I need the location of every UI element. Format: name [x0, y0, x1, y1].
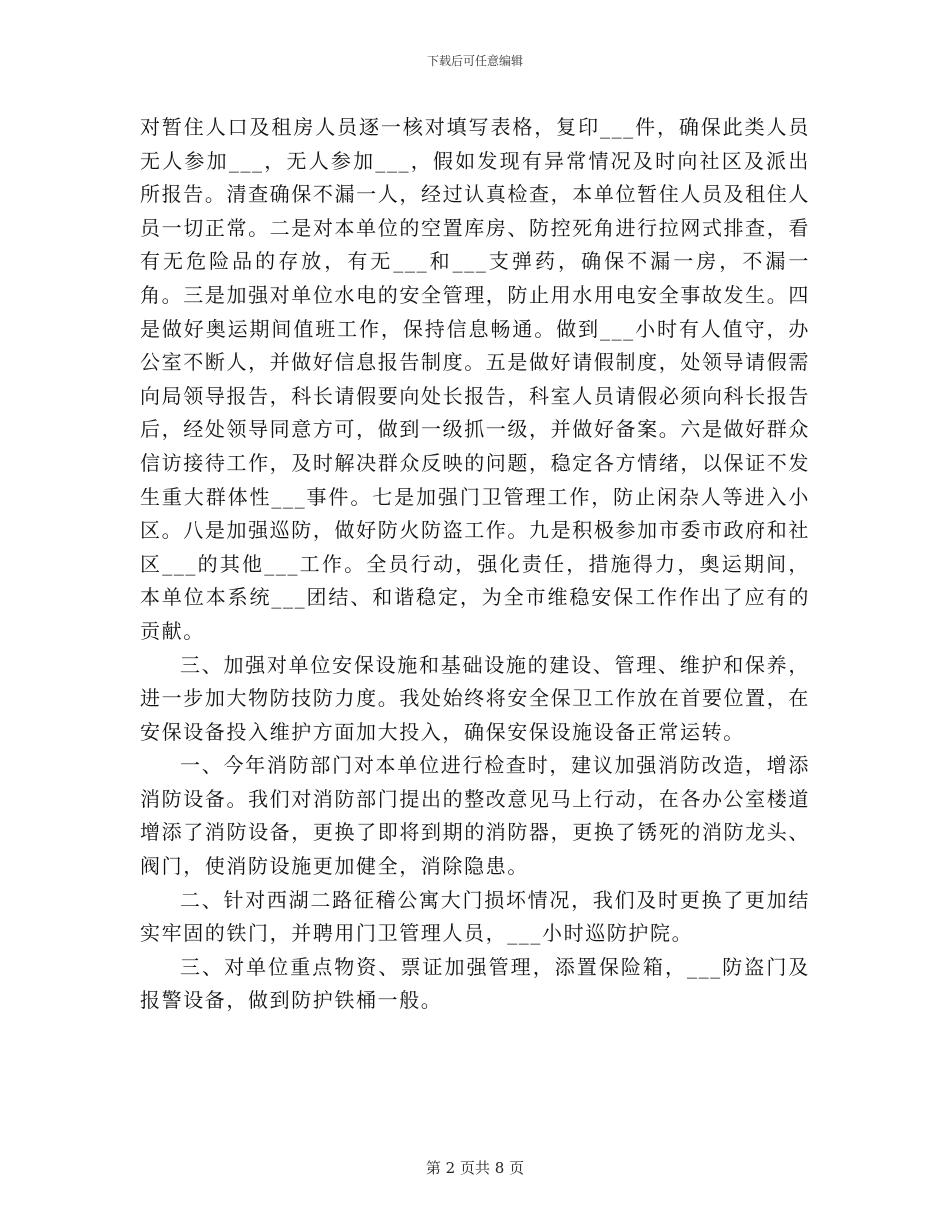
page-number-footer: 第 2 页共 8 页 — [425, 1159, 525, 1177]
paragraph-security-measures: 对暂住人口及租房人员逐一核对填写表格，复印___件，确保此类人员无人参加___，无人参加___，假如发现有异常情况及时向社区及派出所报告。清查确保不漏一人，经过认真检查，本单位暂住人员及租住人员一切正常。二是对本单位的空置库房、防控死角进行拉网式排查，看有无危险品的存放，有无___和___支弹药，确保不漏一房，不漏一角。三是加强对单位水电的安全管理，防止用水用电安全事故发生。四是做好奥运期间值班工作，保持信息畅通。做到___小时有人值守，办公室不断人，并做好信息报告制度。五是做好请假制度，处领导请假需向局领导报告，科长请假要向处长报告，科室人员请假必须向科长报告后，经处领导同意方可，做到一级抓一级，并做好备案。六是做好群众信访接待工作，及时解决群众反映的问题，稳定各方情绪，以保证不发生重大群体性___事件。七是加强门卫管理工作，防止闲杂人等进入小区。八是加强巡防，做好防火防盗工作。九是积极参加市委市政府和社区___的其他___工作。全员行动，强化责任，措施得力，奥运期间，本单位本系统___团结、和谐稳定，为全市维稳安保工作作出了应有的贡献。 — [140, 115, 810, 643]
paragraph-item-one-fire-safety: 一、今年消防部门对本单位进行检查时，建议加强消防改造，增添消防设备。我们对消防部门提出的整改意见马上行动，在各办公室楼道增添了消防设备，更换了即将到期的消防器，更换了锈死的消防龙头、阀门，使消防设施更加健全，消除隐患。 — [140, 753, 810, 879]
paragraph-section-three: 三、加强对单位安保设施和基础设施的建设、管理、维护和保养，进一步加大物防技防力度。我处始终将安全保卫工作放在首要位置，在安保设备投入维护方面加大投入，确保安保设施设备正常运转。 — [140, 652, 810, 744]
page-header: 下载后可任意编辑 — [426, 54, 523, 68]
paragraph-item-three-safes: 三、对单位重点物资、票证加强管理，添置保险箱，___防盗门及报警设备，做到防护铁桶一般。 — [140, 954, 810, 1013]
document-body — [140, 111, 810, 1018]
paragraph-item-two-gate: 二、针对西湖二路征稽公寓大门损坏情况，我们及时更换了更加结实牢固的铁门，并聘用门卫管理人员，___小时巡防护院。 — [140, 887, 810, 946]
